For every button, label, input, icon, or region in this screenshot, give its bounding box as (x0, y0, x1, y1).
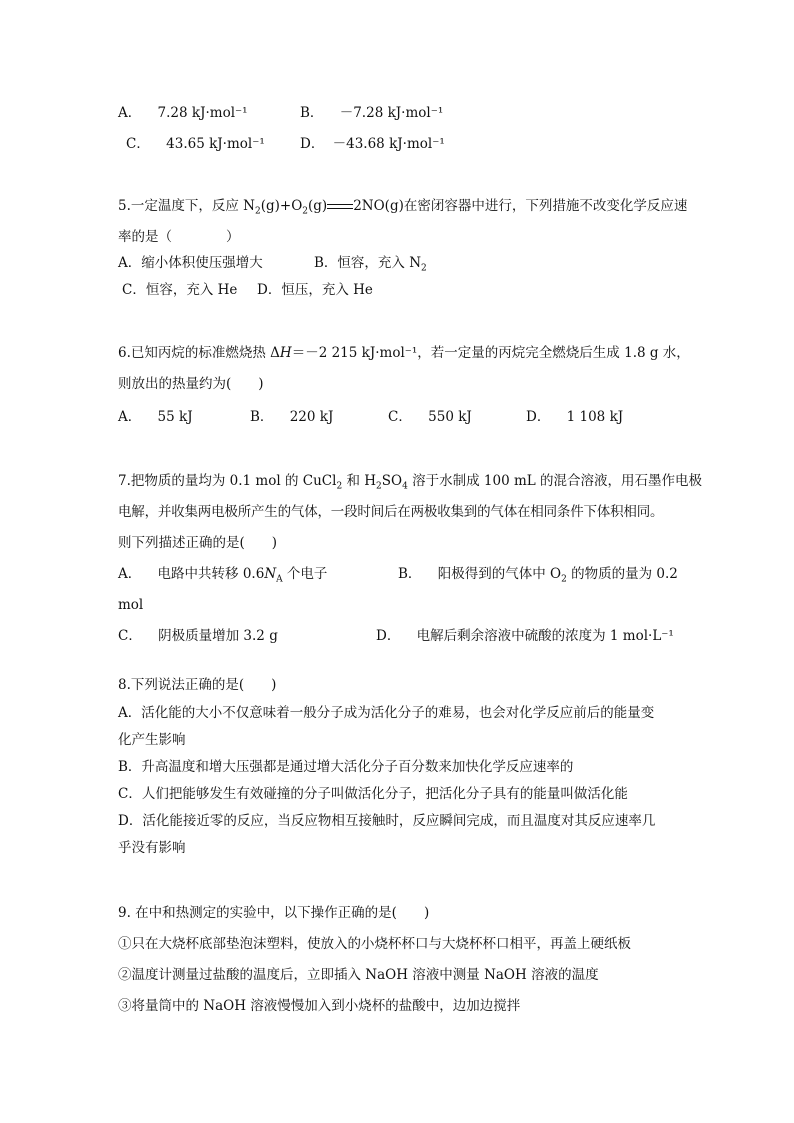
option-label: B． (250, 409, 274, 425)
option-label: C． (388, 409, 412, 425)
q4-option-d (300, 135, 445, 153)
option-text: 550 kJ (428, 409, 472, 425)
q4-option-a (118, 104, 248, 122)
option-label: D． (376, 628, 401, 644)
option-label: C． (126, 136, 150, 152)
q5-stem-line2: 率的是（ ） (118, 229, 240, 245)
text: 溶于水制成 100 mL 的混合溶液，用石墨作电极 (407, 473, 703, 489)
subscript: 2 (302, 206, 309, 217)
subscript: A (276, 574, 283, 585)
q6-option-a (118, 408, 193, 426)
text: 阳极得到的气体中 O (437, 566, 562, 582)
q7-stem-line3: 则下列描述正确的是( ) (118, 535, 278, 551)
text: 7.把物质的量均为 0.1 mol 的 CuCl (118, 473, 337, 489)
italic-text: N (264, 566, 277, 582)
option-text: 阴极质量增加 3.2 g (158, 628, 278, 644)
text: ＝－2 215 kJ·mol⁻¹，若一定量的丙烷完全燃烧后生成 1.8 g 水， (291, 345, 690, 361)
q9-item-3: ③将量筒中的 NaOH 溶液慢慢加入到小烧杯的盐酸中，边加边搅拌 (118, 998, 521, 1014)
option-label: A． (118, 409, 142, 425)
option-label: A． (118, 566, 142, 582)
q6-stem-line1 (118, 344, 690, 362)
option-text: 55 kJ (157, 409, 193, 425)
q8-option-a-line2: 化产生影响 (118, 732, 186, 748)
subscript: 2 (254, 206, 261, 217)
q9-item-2: ②温度计测量过盐酸的温度后，立即插入 NaOH 溶液中测量 NaOH 溶液的温度 (118, 967, 599, 983)
q6-option-b (250, 408, 333, 426)
option-text: 1 108 kJ (566, 409, 624, 425)
text: 的物质的量为 0.2 (566, 566, 678, 582)
text: 电路中共转移 0.6 (157, 566, 265, 582)
option-label: B． (398, 566, 422, 582)
option-label: D． (300, 136, 325, 152)
text: B．恒容，充入 N (314, 255, 422, 271)
q4-option-c (126, 135, 265, 153)
option-label: C． (118, 628, 142, 644)
q9-stem: 9. 在中和热测定的实验中，以下操作正确的是( ) (118, 905, 430, 921)
text: (g)+O (260, 198, 303, 214)
q8-option-c: C．人们把能够发生有效碰撞的分子叫做活化分子，把活化分子具有的能量叫做活化能 (118, 786, 628, 802)
q5-option-d: D．恒压，充入 He (257, 282, 373, 298)
text: 5.一定温度下，反应 N (118, 198, 255, 214)
q6-option-c (388, 408, 472, 426)
option-text: 电解后剩余溶液中硫酸的浓度为 1 mol·L⁻¹ (416, 628, 674, 644)
option-label: D． (526, 409, 551, 425)
option-label: B． (300, 105, 324, 121)
option-text: 220 kJ (289, 409, 334, 425)
q7-option-a (118, 565, 327, 583)
q5-stem-line1 (118, 197, 687, 215)
q9-item-1: ①只在大烧杯底部垫泡沫塑料，使放入的小烧杯杯口与大烧杯杯口相平，再盖上硬纸板 (118, 936, 631, 952)
q7-option-b-cont: mol (118, 597, 144, 613)
q7-stem-line1 (118, 472, 702, 490)
subscript: 2 (561, 574, 567, 585)
q7-option-c (118, 627, 278, 645)
text: 6.已知丙烷的标准燃烧热 Δ (118, 345, 280, 361)
text: SO (381, 473, 403, 489)
option-label: A． (118, 105, 142, 121)
option-text: －43.68 kJ·mol⁻¹ (332, 136, 445, 152)
subscript: 2 (376, 481, 382, 492)
subscript: 4 (402, 481, 408, 492)
text: 和 H (342, 473, 377, 489)
option-text: －7.28 kJ·mol⁻¹ (339, 105, 444, 121)
q4-option-b (300, 104, 443, 122)
q6-stem-line2: 则放出的热量约为( ) (118, 376, 264, 392)
equilibrium-arrow-icon (327, 202, 353, 212)
subscript: 2 (421, 263, 427, 274)
option-text: 43.65 kJ·mol⁻¹ (166, 136, 265, 152)
q7-option-b (398, 565, 678, 583)
italic-text: H (279, 345, 292, 361)
text: 个电子 (282, 566, 328, 582)
q6-option-d (526, 408, 623, 426)
option-text: 7.28 kJ·mol⁻¹ (157, 105, 248, 121)
q5-option-b (314, 254, 427, 272)
q8-stem: 8.下列说法正确的是( ) (118, 677, 277, 693)
subscript: 2 (336, 481, 343, 492)
q7-stem-line2: 电解，并收集两电极所产生的气体，一段时间后在两极收集到的气体在相同条件下体积相同。 (118, 504, 664, 520)
text: (g) (308, 198, 328, 214)
text: 2NO(g)在密闭容器中进行，下列措施不改变化学反应速 (353, 198, 688, 214)
q8-option-d-line1: D．活化能接近零的反应，当反应物相互接触时，反应瞬间完成，而且温度对其反应速率几 (118, 813, 656, 829)
q8-option-b: B．升高温度和增大压强都是通过增大活化分子百分数来加快化学反应速率的 (118, 759, 574, 775)
q8-option-a-line1: A．活化能的大小不仅意味着一般分子成为活化分子的难易，也会对化学反应前后的能量变 (118, 705, 655, 721)
q5-option-c: C．恒容，充入 He (122, 282, 238, 298)
q5-option-a: A．缩小体积使压强增大 (118, 255, 263, 271)
q7-option-d (376, 627, 674, 645)
q8-option-d-line2: 乎没有影响 (118, 840, 186, 856)
